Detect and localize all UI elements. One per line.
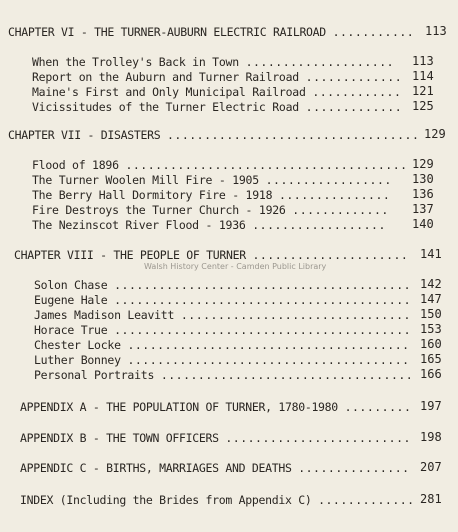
toc-entry-chapter-viii xyxy=(14,248,408,262)
toc-page-number: 129 xyxy=(424,127,446,141)
toc-leader-dots: ...................................... xyxy=(125,158,408,172)
toc-page-number: 147 xyxy=(420,292,442,306)
toc-entry-title: Chester Locke xyxy=(34,338,121,352)
toc-leader-dots: ..................... xyxy=(252,248,409,262)
toc-leader-dots: ............................... xyxy=(180,308,411,322)
toc-entry-church-fire xyxy=(32,203,389,217)
toc-entry-title: CHAPTER VII - DISASTERS xyxy=(8,128,161,142)
toc-entry-chester-locke xyxy=(34,338,410,352)
toc-entry-personal-portraits xyxy=(34,368,413,382)
toc-entry-title: James Madison Leavitt xyxy=(34,308,175,322)
toc-leader-dots: .................... xyxy=(245,55,395,69)
toc-page-number: 281 xyxy=(420,492,442,506)
toc-entry-chapter-vii xyxy=(8,128,419,142)
toc-page-number: 137 xyxy=(412,202,434,216)
toc-entry-berry-hall xyxy=(32,188,390,202)
toc-leader-dots: ........................................ xyxy=(114,323,412,337)
toc-entry-title: Horace True xyxy=(34,323,108,337)
toc-entry-title: The Nezinscot River Flood - 1936 xyxy=(32,218,246,232)
toc-entry-title: The Turner Woolen Mill Fire - 1905 xyxy=(32,173,259,187)
toc-leader-dots: ...................................... xyxy=(127,353,410,367)
toc-entry-appendix-c xyxy=(20,461,410,475)
toc-leader-dots: ............. xyxy=(305,100,403,114)
toc-page-number: 160 xyxy=(420,337,442,351)
watermark-text: Walsh History Center - Camden Public Library xyxy=(144,262,327,271)
toc-page-number: 114 xyxy=(412,69,434,83)
toc-leader-dots: ................. xyxy=(265,173,392,187)
toc-page-number: 197 xyxy=(420,399,442,413)
toc-leader-dots: ...................................... xyxy=(127,338,410,352)
toc-page-number: 121 xyxy=(412,84,434,98)
toc-leader-dots: ............ xyxy=(312,85,402,99)
toc-page-number: 125 xyxy=(412,99,434,113)
toc-leader-dots: .................. xyxy=(252,218,386,232)
toc-entry-eugene-hale xyxy=(34,293,411,307)
toc-leader-dots: ......... xyxy=(344,400,412,414)
toc-page-number: 165 xyxy=(420,352,442,366)
toc-entry-title: Luther Bonney xyxy=(34,353,121,367)
toc-page-number: 166 xyxy=(420,367,442,381)
toc-entry-title: Fire Destroys the Turner Church - 1926 xyxy=(32,203,286,217)
toc-entry-title: Eugene Hale xyxy=(34,293,108,307)
toc-entry-title: CHAPTER VIII - THE PEOPLE OF TURNER xyxy=(14,248,246,262)
toc-entry-title: APPENDIX B - THE TOWN OFFICERS xyxy=(20,431,219,445)
toc-entry-vicissitudes xyxy=(32,100,402,114)
toc-leader-dots: ............... xyxy=(298,461,410,475)
toc-leader-dots: ............. xyxy=(292,203,389,217)
toc-entry-trolley xyxy=(32,55,394,69)
toc-entry-title: APPENDIC C - BIRTHS, MARRIAGES AND DEATHS xyxy=(20,461,292,475)
toc-entry-solon-chase xyxy=(34,278,411,292)
toc-leader-dots: ........... xyxy=(332,25,415,39)
toc-page-number: 129 xyxy=(412,157,434,171)
toc-entry-luther-bonney xyxy=(34,353,410,367)
toc-page-number: 113 xyxy=(412,54,434,68)
toc-leader-dots: ............... xyxy=(278,188,391,202)
toc-page-number: 141 xyxy=(420,247,442,261)
toc-entry-james-leavitt xyxy=(34,308,411,322)
toc-page-number: 142 xyxy=(420,277,442,291)
toc-page-number: 136 xyxy=(412,187,434,201)
toc-entry-flood-1896 xyxy=(32,158,408,172)
toc-leader-dots: ............. xyxy=(305,70,403,84)
toc-entry-title: Maine's First and Only Municipal Railroad xyxy=(32,85,306,99)
toc-entry-nezinscot xyxy=(32,218,386,232)
toc-entry-title: The Berry Hall Dormitory Fire - 1918 xyxy=(32,188,273,202)
toc-page-number: 153 xyxy=(420,322,442,336)
toc-entry-title: Flood of 1896 xyxy=(32,158,119,172)
toc-entry-report xyxy=(32,70,402,84)
toc-page-number: 207 xyxy=(420,460,442,474)
toc-page-number: 198 xyxy=(420,430,442,444)
toc-entry-woolen-mill xyxy=(32,173,392,187)
toc-leader-dots: ......................... xyxy=(225,431,411,445)
toc-entry-chapter-vi xyxy=(8,25,414,39)
toc-entry-title: INDEX (Including the Brides from Appendix C) xyxy=(20,493,312,507)
toc-page-number: 140 xyxy=(412,217,434,231)
toc-entry-index xyxy=(20,493,415,507)
toc-leader-dots: .................................. xyxy=(160,368,414,382)
toc-leader-dots: ............. xyxy=(318,493,415,507)
toc-leader-dots: .................................. xyxy=(166,128,420,142)
toc-entry-appendix-b xyxy=(20,431,411,445)
toc-entry-horace-true xyxy=(34,323,411,337)
toc-entry-title: Vicissitudes of the Turner Electric Road xyxy=(32,100,299,114)
toc-leader-dots: ........................................ xyxy=(114,278,412,292)
toc-page-number: 150 xyxy=(420,307,442,321)
toc-entry-title: Report on the Auburn and Turner Railroad xyxy=(32,70,299,84)
toc-entry-title: When the Trolley's Back in Town xyxy=(32,55,239,69)
toc-entry-title: Personal Portraits xyxy=(34,368,155,382)
toc-page-number: 130 xyxy=(412,172,434,186)
toc-entry-title: Solon Chase xyxy=(34,278,108,292)
toc-entry-appendix-a xyxy=(20,400,411,414)
toc-leader-dots: ........................................ xyxy=(114,293,412,307)
toc-entry-title: APPENDIX A - THE POPULATION OF TURNER, 1780-1980 xyxy=(20,400,338,414)
toc-page-number: 113 xyxy=(425,24,447,38)
toc-entry-municipal xyxy=(32,85,401,99)
toc-entry-title: CHAPTER VI - THE TURNER-AUBURN ELECTRIC RAILROAD xyxy=(8,25,326,39)
